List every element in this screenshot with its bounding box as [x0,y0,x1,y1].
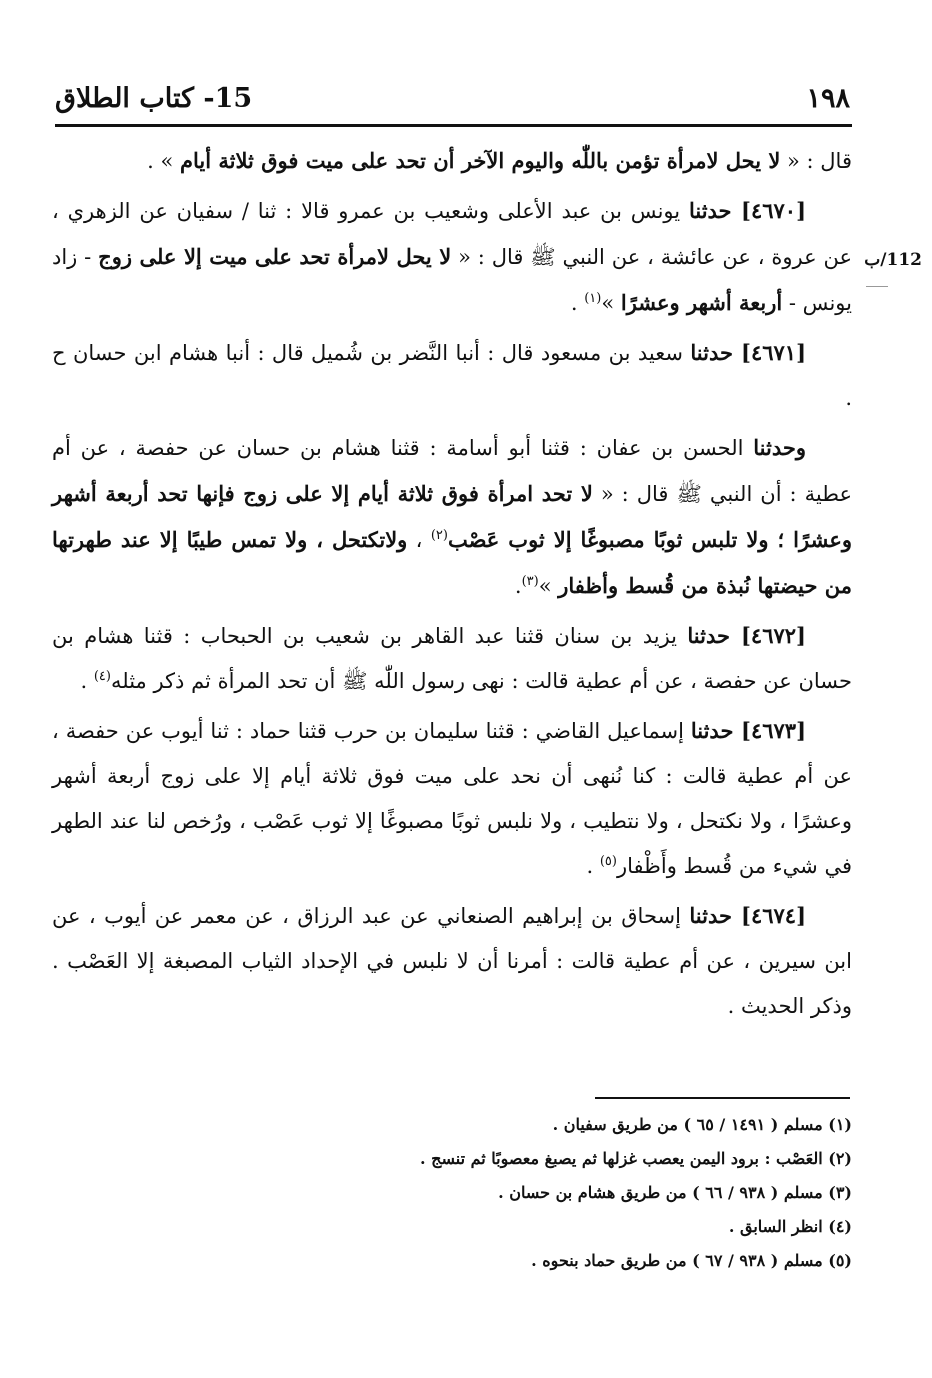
text-segment: » . [147,149,181,173]
footnote-ref[interactable]: (٢) [430,528,448,543]
hadith-matn: لا تحد امرأة فوق ثلاثة أيام إلا على زوج فإنها تحد أربعة أشهر وعشرًا ؛ ولا تلبس ثوبًا مصبوغًا إلا ثوب عَصْب [52,481,852,552]
page-number: ١٩٨ [806,82,850,114]
haddathana: حدثنا [687,623,741,648]
haddathana: حدثنا [688,198,741,223]
footnote-ref[interactable]: (٤) [93,669,111,684]
header-rule [55,124,852,127]
hadith-matn: لا يحل لامرأة تحد على ميت إلا على زوج [98,244,452,269]
hadith-4670 [52,188,852,326]
footnote-5: (٥) مسلم ( ٩٣٨ / ٦٧ ) من طريق حماد بنحوه . [531,1251,852,1270]
isnad: إسماعيل القاضي : قثنا سليمان بن حرب قثنا حماد : ثنا أيوب عن حفصة ، عن أم عطية قالت : كنا نُنهى أن نحد على ميت فوق ثلاثة أيام إلا على زوج أربعة أشهر وعشرًا ، ولا نكتحل ، ولا نتطيب ، ولا نلبس ثوبًا مصبوغًا إلا ثوب عَصْب ، ورُخص لنا عند الطهر في شيء من قُسط وأَظْفار [52,719,852,878]
footnote-separator [595,1097,850,1099]
text-segment: » [601,291,621,315]
footnote-ref[interactable]: (٥) [599,854,617,869]
chapter-title: 15- كتاب الطلاق [55,82,253,114]
footnote-ref[interactable]: (١) [584,291,602,306]
text-segment: . [514,574,522,598]
hadith-number: [٤٦٧١] [741,340,806,365]
page-header [55,78,850,118]
hadith-4671 [52,330,852,421]
hadith-number: [٤٦٧٢] [740,623,806,648]
text-segment: - زاد يونس - [52,245,852,315]
text-segment: ، [407,528,431,552]
haddathana: وحدثنا [753,435,806,460]
haddathana: حدثنا [690,718,741,743]
hadith-matn: أربعة أشهر وعشرًا [620,290,783,315]
text-segment: قال : « [780,149,852,173]
footnote-4: (٤) انظر السابق . [728,1217,852,1236]
manuscript-folio-note: 112/ب [864,250,922,270]
hadith-matn: لا يحل لامرأة تؤمن باللّٰه واليوم الآخر أن تحد على ميت فوق ثلاثة أيام [180,148,781,173]
margin-tick [866,286,888,287]
haddathana: حدثنا [689,903,741,928]
footnotes [300,1108,852,1278]
footnote-1: (١) مسلم ( ١٤٩١ / ٦٥ ) من طريق سفيان . [552,1115,852,1134]
hadith-number: [٤٦٧٣] [741,718,806,743]
isnad: يونس بن عبد الأعلى وشعيب بن عمرو قالا : ثنا / سفيان عن الزهري ، عن عروة ، عن عائشة ، عن النبي ﷺ قال : « [52,199,852,269]
hadith-number: [٤٦٧٤] [741,903,806,928]
footnote-3: (٣) مسلم ( ٩٣٨ / ٦٦ ) من طريق هشام بن حسان . [498,1183,852,1202]
main-text [52,138,852,1029]
footnote-2: (٢) العَصْب : برود اليمن يعصب غزلها ثم يصبغ معصوبًا ثم تنسج . [420,1149,852,1168]
text-segment: . [586,854,600,878]
hadith-continuation [52,138,852,184]
text-segment: » [538,574,559,598]
isnad: الحسن بن عفان : قثنا أبو أسامة : قثنا هشام بن حسان عن حفصة ، عن أم عطية : أن النبي ﷺ قال : « [52,436,853,506]
text-segment: . [570,291,585,315]
isnad: سعيد بن مسعود قال : أنبا النَّضر بن شُميل قال : أنبا هشام ابن حسان ح . [52,341,852,410]
hadith-4674 [52,893,852,1029]
haddathana: حدثنا [690,340,741,365]
hadith-4672 [52,613,852,704]
isnad: إسحاق بن إبراهيم الصنعاني عن عبد الرزاق ، عن معمر عن أيوب ، عن ابن سيرين ، عن أم عطية قالت : أمرنا أن لا نلبس في الإحداد الثياب المصبغة إلا العَصْب . وذكر الحديث . [52,904,852,1018]
footnote-ref[interactable]: (٣) [521,574,539,589]
hadith-number: [٤٦٧٠] [741,198,806,223]
text-segment: . [80,669,94,693]
hadith-matn: ولاتكتحل ، ولا تمس طيبًا إلا عند طهرتها من حيضتها نُبذة من قُسط وأظفار [52,527,852,598]
isnad: يزيد بن سنان قثنا عبد القاهر بن شعيب بن الحبحاب : قثنا هشام بن حسان عن حفصة ، عن أم عطية قالت : نهى رسول اللّٰه ﷺ أن تحد المرأة ثم ذكر مثله [52,624,852,693]
hadith-4671-second-chain [52,425,852,609]
hadith-4673 [52,708,852,889]
